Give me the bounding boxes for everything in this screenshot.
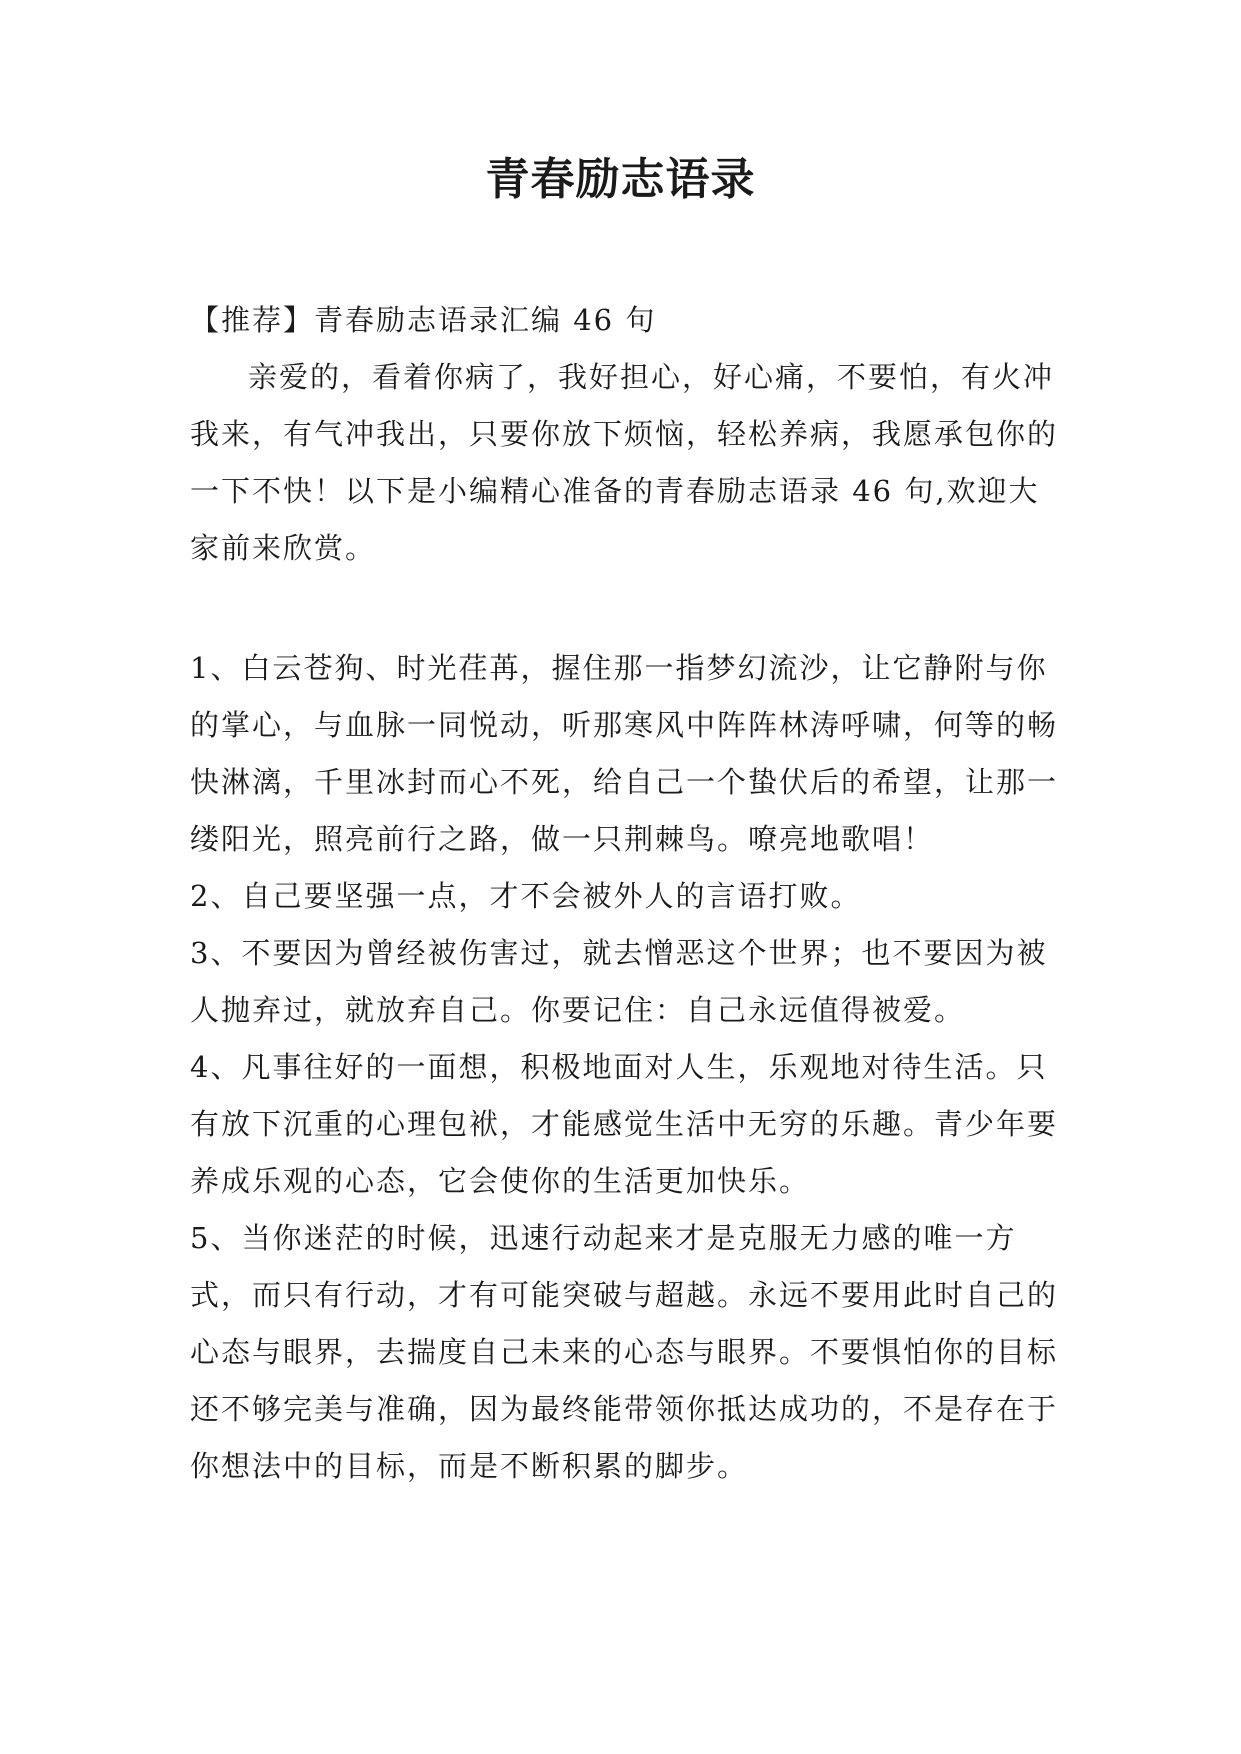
document-subtitle: 【推荐】青春励志语录汇编 46 句	[190, 303, 657, 337]
quote-item: 3、不要因为曾经被伤害过，就去憎恶这个世界；也不要因为被人抛弃过，就放弃自己。你要记住：自己永远值得被爱。	[190, 936, 1048, 1027]
quote-list	[190, 640, 1060, 1495]
quote-item: 2、自己要坚强一点，才不会被外人的言语打败。	[190, 879, 862, 913]
quote-item: 1、白云苍狗、时光荏苒，握住那一指梦幻流沙，让它静附与你的掌心，与血脉一同悦动，听那寒风中阵阵林涛呼啸，何等的畅快淋漓，千里冰封而心不死，给自己一个蛰伏后的希望，让那一缕阳光，照亮前行之路，做一只荆棘鸟。嘹亮地歌唱！	[190, 651, 1059, 856]
quote-item: 5、当你迷茫的时候，迅速行动起来才是克服无力感的唯一方式，而只有行动，才有可能突破与超越。永远不要用此时自己的心态与眼界，去揣度自己未来的心态与眼界。不要惧怕你的目标还不够完美与准确，因为最终能带领你抵达成功的，不是存在于你想法中的目标，而是不断积累的脚步。	[190, 1221, 1059, 1483]
quote-item: 4、凡事往好的一面想，积极地面对人生，乐观地对待生活。只有放下沉重的心理包袱，才能感觉生活中无穷的乐趣。青少年要养成乐观的心态，它会使你的生活更加快乐。	[190, 1050, 1059, 1198]
intro-paragraph: 亲爱的，看着你病了，我好担心，好心痛，不要怕，有火冲我来，有气冲我出，只要你放下烦恼，轻松养病，我愿承包你的一下不快！以下是小编精心准备的青春励志语录 46 句,欢迎大家前来欣赏。	[190, 360, 1059, 565]
document-title: 青春励志语录	[485, 154, 756, 205]
